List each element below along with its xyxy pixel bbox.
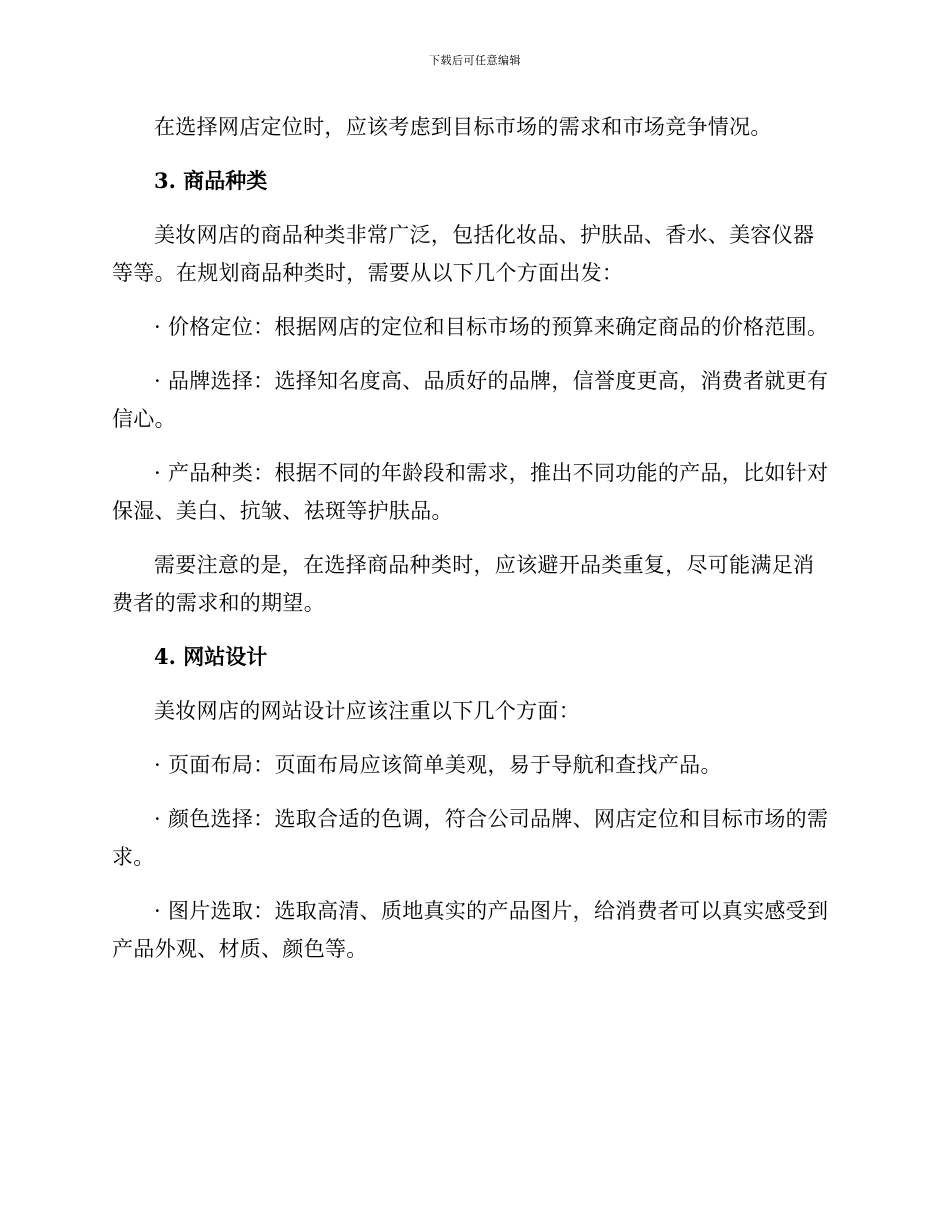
bullet-brand-selection: · 品牌选择：选择知名度高、品质好的品牌，信誉度更高，消费者就更有信心。 xyxy=(112,369,829,431)
section-heading-website-design: 4. 网站设计 xyxy=(154,644,268,669)
page-header: 下载后可任意编辑 xyxy=(429,54,521,67)
bullet-color-selection: · 颜色选择：选取合适的色调，符合公司品牌、网店定位和目标市场的需求。 xyxy=(112,807,829,869)
bullet-page-layout: · 页面布局：页面布局应该简单美观，易于导航和查找产品。 xyxy=(154,753,722,777)
paragraph-category-caution: 需要注意的是，在选择商品种类时，应该避开品类重复，尽可能满足消费者的需求和的期望。 xyxy=(112,553,815,615)
bullet-price-positioning: · 价格定位：根据网店的定位和目标市场的预算来确定商品的价格范围。 xyxy=(154,315,829,339)
bullet-product-types: · 产品种类：根据不同的年龄段和需求，推出不同功能的产品，比如针对保湿、美白、抗皱、祛斑等护肤品。 xyxy=(112,461,829,523)
section-heading-product-categories: 3. 商品种类 xyxy=(154,168,268,193)
bullet-image-selection: · 图片选取：选取高清、质地真实的产品图片，给消费者可以真实感受到产品外观、材质、颜色等。 xyxy=(112,899,829,961)
paragraph-product-categories-intro: 美妆网店的商品种类非常广泛，包括化妆品、护肤品、香水、美容仪器等等。在规划商品种类时，需要从以下几个方面出发： xyxy=(112,223,815,285)
document-body xyxy=(112,108,832,968)
paragraph-positioning-note: 在选择网店定位时，应该考虑到目标市场的需求和市场竞争情况。 xyxy=(154,115,772,139)
paragraph-website-design-intro: 美妆网店的网站设计应该注重以下几个方面： xyxy=(154,699,580,723)
